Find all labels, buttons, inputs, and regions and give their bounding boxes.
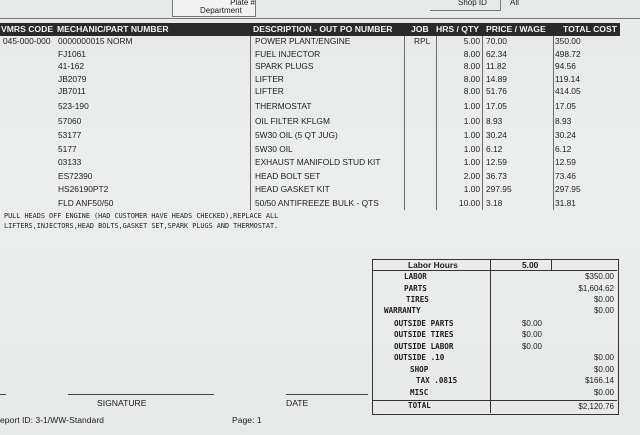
signature-line-left: [0, 394, 6, 395]
part-number: 57060: [58, 116, 82, 126]
department-label: Department: [200, 6, 242, 15]
price: 3.18: [486, 198, 503, 208]
line-item-row: [0, 198, 620, 210]
qty: 5.00: [463, 36, 480, 46]
part-number: 03133: [58, 157, 82, 167]
total: 297.95: [555, 184, 581, 194]
description: FUEL INJECTOR: [255, 48, 321, 59]
job-code: RPL: [414, 36, 431, 46]
line-item-row: [0, 74, 620, 86]
price: 14.89: [486, 73, 507, 84]
outside-10-label: OUTSIDE .10: [394, 353, 445, 362]
line-item-row: [0, 130, 620, 142]
warranty-value: $0.00: [593, 306, 614, 315]
parts-value: $1,604.62: [578, 284, 614, 293]
description: SPARK PLUGS: [255, 61, 314, 71]
signature-label: SIGNATURE: [97, 398, 147, 408]
line-items-header: [0, 23, 620, 36]
part-number: FJ1061: [58, 48, 86, 59]
page-number: Page: 1: [232, 415, 262, 425]
description: LIFTER: [255, 86, 284, 96]
qty: 8.00: [463, 61, 480, 71]
labor-label: LABOR: [404, 272, 427, 281]
tires-value: $0.00: [593, 295, 614, 304]
price: 51.76: [486, 86, 507, 96]
price: 70.00: [486, 36, 507, 46]
total: 6.12: [555, 144, 572, 154]
outside-tires-label: OUTSIDE TIRES: [394, 330, 454, 339]
qty: 10.00: [459, 198, 480, 208]
qty: 1.00: [463, 116, 480, 126]
part-number: JB7011: [58, 86, 86, 96]
price: 297.95: [486, 184, 512, 194]
shop-id-label: Shop ID: [458, 0, 487, 7]
part-number: JB2079: [58, 73, 87, 84]
line-item-row: [0, 86, 620, 98]
report-id: eport ID: 3-1/WW-Standard: [0, 415, 104, 425]
description: THERMOSTAT: [255, 101, 312, 111]
line-item-row: [0, 49, 620, 61]
description: LIFTER: [255, 73, 284, 84]
part-number: FLD ANF50/50: [58, 198, 114, 208]
outside-labor-label: OUTSIDE LABOR: [394, 342, 454, 351]
totals-divider: [551, 259, 552, 270]
total: 31.81: [555, 198, 576, 208]
qty: 1.00: [463, 157, 480, 167]
total: 414.05: [555, 86, 581, 96]
line-item-row: [0, 61, 620, 73]
tax-value: $166.14: [585, 376, 614, 385]
part-number: 0000000015 NORM: [58, 36, 133, 46]
outside-parts-value: $0.00: [521, 319, 542, 328]
shop-id-value: All: [510, 0, 519, 7]
description: HEAD GASKET KIT: [255, 184, 330, 194]
description: 5W30 OIL: [255, 144, 293, 154]
total: 94.56: [555, 61, 576, 71]
price: 36.73: [486, 171, 507, 181]
col-job: JOB: [411, 24, 429, 34]
col-hrs-qty: HRS / QTY: [436, 24, 479, 34]
price: 12.59: [486, 157, 507, 167]
signature-line: [68, 394, 214, 395]
qty: 8.00: [463, 48, 480, 59]
qty: 1.00: [463, 184, 480, 194]
shop-label: SHOP: [410, 365, 429, 374]
outside-10-value: $0.00: [593, 353, 614, 362]
totals-divider: [372, 270, 617, 271]
part-number: 523-190: [58, 101, 89, 111]
line-item-row: [0, 116, 620, 128]
description: HEAD BOLT SET: [255, 171, 321, 181]
labor-value: $350.00: [585, 272, 614, 281]
line-item-row: [0, 157, 620, 169]
description: EXHAUST MANIFOLD STUD KIT: [255, 157, 381, 167]
part-number: 41-162: [58, 61, 85, 71]
total: 73.46: [555, 171, 576, 181]
tires-label: TIRES: [406, 295, 429, 304]
warranty-label: WARRANTY: [384, 306, 421, 315]
outside-labor-value: $0.00: [521, 342, 542, 351]
description: 50/50 ANTIFREEZE BULK - QTS: [255, 198, 379, 208]
col-total-cost: TOTAL COST: [563, 24, 617, 34]
part-number: HS26190PT2: [58, 184, 109, 194]
tax-label: TAX .0815: [416, 376, 458, 385]
vmrs-code: 045-000-000: [3, 36, 51, 46]
line-item-row: [0, 171, 620, 183]
description: POWER PLANT/ENGINE: [255, 36, 351, 46]
work-notes: [4, 211, 278, 231]
total: 8.93: [555, 116, 572, 126]
total-value: $2,120.76: [578, 402, 614, 411]
price: 17.05: [486, 101, 507, 111]
total: 17.05: [555, 101, 576, 111]
part-number: 53177: [58, 130, 82, 140]
misc-label: MISC: [410, 388, 429, 397]
outside-parts-label: OUTSIDE PARTS: [394, 319, 454, 328]
part-number: 5177: [58, 144, 77, 154]
total: 12.59: [555, 157, 576, 167]
qty: 2.00: [463, 171, 480, 181]
qty: 8.00: [463, 86, 480, 96]
qty: 8.00: [463, 73, 480, 84]
labor-hours-label: Labor Hours: [408, 260, 458, 270]
col-price-wage: PRICE / WAGE: [486, 24, 546, 34]
part-number: ES72390: [58, 171, 93, 181]
totals-divider: [490, 259, 491, 413]
plate-label: Plate #: [230, 0, 255, 7]
total: 30.24: [555, 130, 576, 140]
notes-line: LIFTERS,INJECTORS,HEAD BOLTS,GASKET SET,SPARK PLUGS AND THERMOSTAT.: [4, 222, 279, 230]
line-item-row: [0, 101, 620, 113]
line-item-row: [0, 184, 620, 196]
description: 5W30 OIL (5 QT JUG): [255, 130, 338, 140]
price: 11.82: [486, 61, 507, 71]
top-divider: [0, 18, 640, 19]
col-vmrs-code: VMRS CODE: [1, 24, 54, 34]
total: 119.14: [555, 73, 580, 84]
shop-value: $0.00: [593, 365, 614, 374]
qty: 1.00: [463, 130, 480, 140]
col-mechanic-part: MECHANIC/PART NUMBER: [57, 24, 169, 34]
qty: 1.00: [463, 101, 480, 111]
outside-tires-value: $0.00: [521, 330, 542, 339]
line-item-row: [0, 36, 620, 48]
price: 62.34: [486, 48, 507, 59]
labor-hours-value: 5.00: [522, 260, 539, 270]
misc-value: $0.00: [593, 388, 614, 397]
date-label: DATE: [286, 398, 309, 408]
parts-label: PARTS: [404, 284, 427, 293]
line-item-row: [0, 144, 620, 156]
price: 6.12: [486, 144, 503, 154]
total: 350.00: [555, 36, 581, 46]
price: 8.93: [486, 116, 503, 126]
description: OIL FILTER KFLGM: [255, 116, 330, 126]
total: 498.72: [555, 48, 581, 59]
price: 30.24: [486, 130, 507, 140]
total-label: TOTAL: [408, 401, 431, 410]
notes-line: PULL HEADS OFF ENGINE (HAD CUSTOMER HAVE HEADS CHECKED),REPLACE ALL: [4, 212, 279, 220]
qty: 1.00: [463, 144, 480, 154]
date-line: [286, 394, 368, 395]
col-description: DESCRIPTION - OUT PO NUMBER: [253, 24, 393, 34]
